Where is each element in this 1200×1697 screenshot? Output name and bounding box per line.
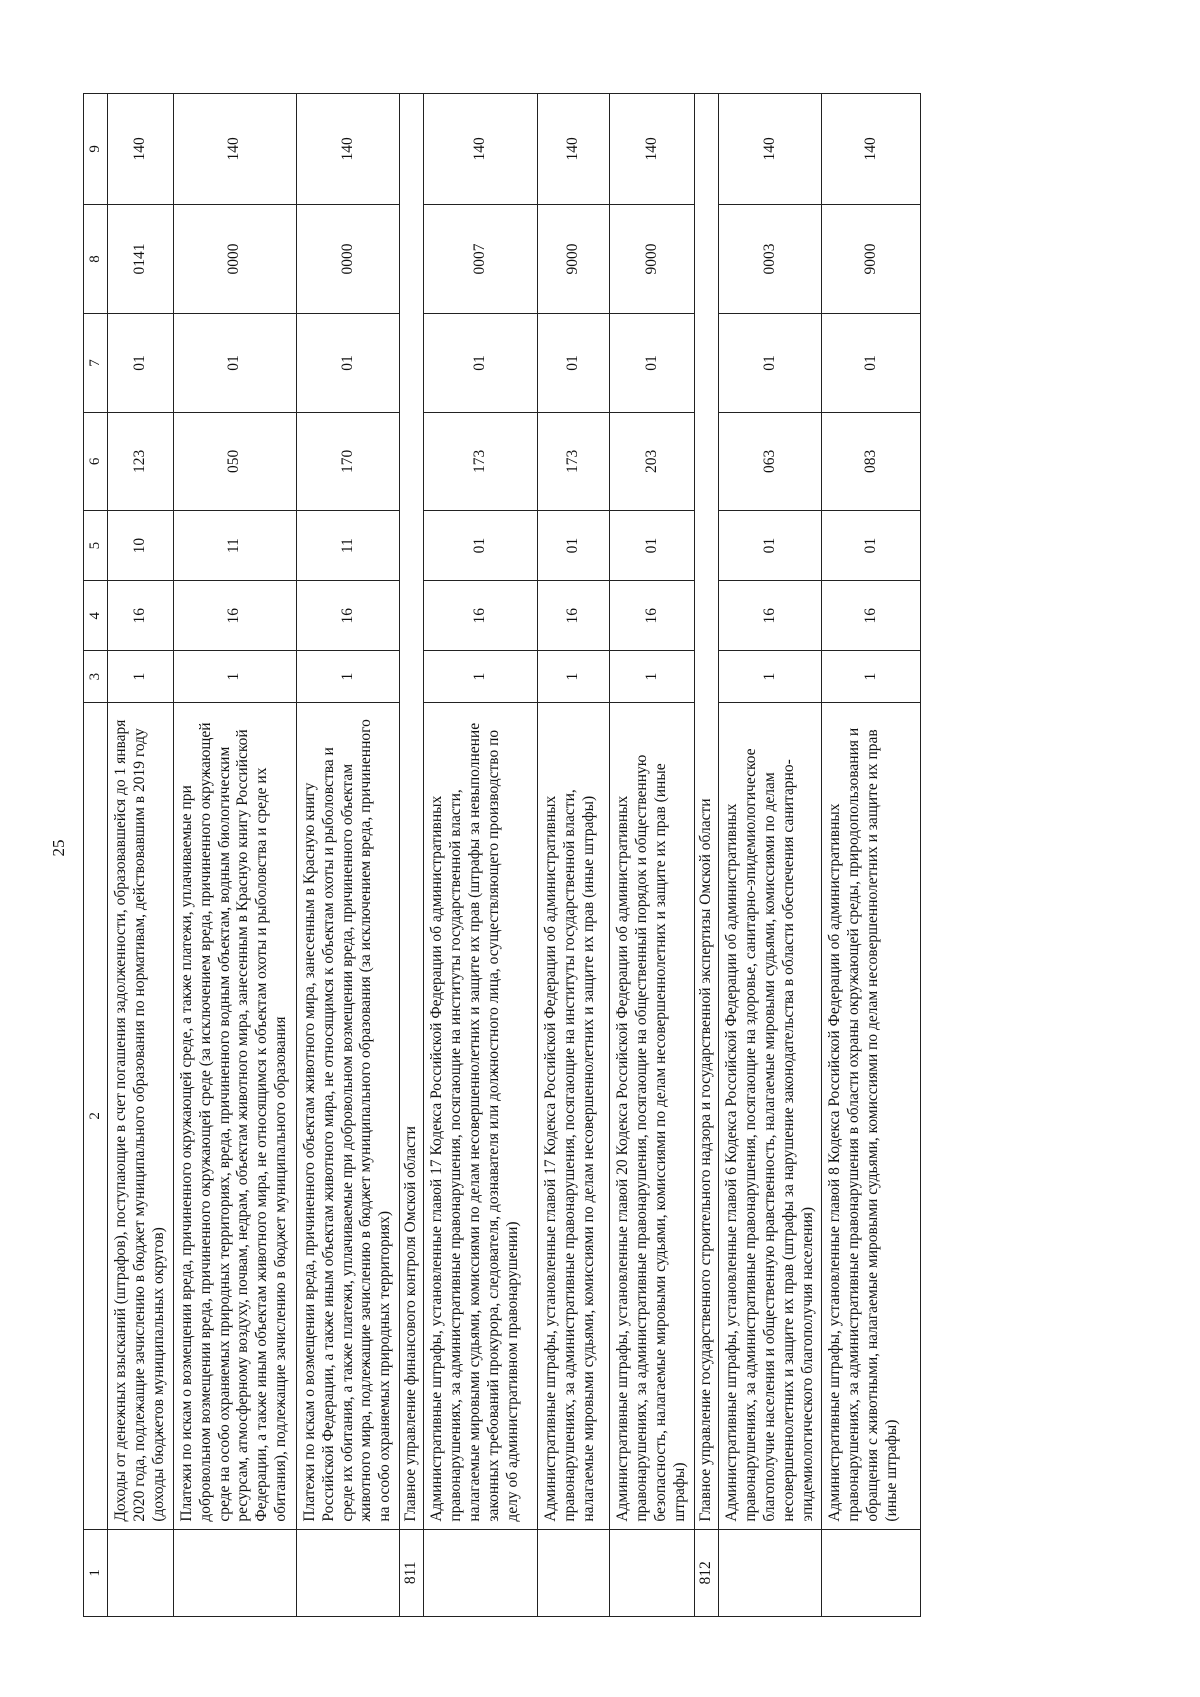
code-subarticle-cell: 203 (610, 412, 695, 510)
table-row (173, 94, 296, 1617)
description-cell: Административные штрафы, установленные главой 6 Кодекса Российской Федерации об административных правонарушениях, за административные правонарушения, посягающие на здоровье, санитарно-эпидемиологическое благополучие населения и общественную нравственность, налагаемые мировыми судьями, комиссиями по делам несовершеннолетних и защите их прав (штрафы за нарушение законодательства в области обеспечения санитарно-эпидемиологического благополучия населения) (718, 702, 822, 1529)
table-row (538, 94, 610, 1617)
code-subgroup-cell: 16 (173, 581, 296, 651)
header-cell: 3 (84, 651, 108, 703)
code-article-cell: 01 (718, 511, 822, 581)
department-name: Главное управление государственного строительного надзора и государственной экспертизы Омской области (694, 94, 718, 1530)
code-group-cell: 1 (424, 651, 538, 703)
code-subgroup-cell: 16 (424, 581, 538, 651)
code-subgroup-cell: 16 (296, 581, 400, 651)
code-subgroup-cell: 16 (108, 581, 174, 651)
code-group-cell: 1 (718, 651, 822, 703)
table-row (108, 94, 174, 1617)
code-program-cell: 0141 (108, 204, 174, 313)
table-row (424, 94, 538, 1617)
table-row (610, 94, 695, 1617)
code-group-cell: 1 (108, 651, 174, 703)
admin-code-cell (173, 1529, 296, 1616)
code-subarticle-cell: 123 (108, 412, 174, 510)
code-program-cell: 0007 (424, 204, 538, 313)
admin-code-cell (718, 1529, 822, 1616)
table-row (718, 94, 822, 1617)
code-economic-cell: 140 (108, 94, 174, 205)
code-group-cell: 1 (173, 651, 296, 703)
code-economic-cell: 140 (822, 94, 921, 205)
description-cell: Платежи по искам о возмещении вреда, причиненного окружающей среде, а также платежи, уплачиваемые при добровольном возмещении вреда, причиненного окружающей среде (за исключением вреда, причиненного окружающей среде на особо охраняемых природных территориях, вреда, причиненного водным объектам, водным биологическим ресурсам, атмосферному воздуху, почвам, недрам, объектам животного мира, занесенным в Красную книгу Российской Федерации, а также иным объектам животного мира, не относящимся к объектам охоты и рыболовства и среде их обитания), подлежащие зачислению в бюджет муниципального образования (173, 702, 296, 1529)
code-program-cell: 9000 (610, 204, 695, 313)
code-subarticle-cell: 170 (296, 412, 400, 510)
code-subarticle-cell: 063 (718, 412, 822, 510)
code-article-cell: 11 (173, 511, 296, 581)
code-program-cell: 9000 (822, 204, 921, 313)
admin-code-cell (822, 1529, 921, 1616)
revenue-codes-table (83, 93, 921, 1617)
description-cell: Доходы от денежных взысканий (штрафов), поступающие в счет погашения задолженности, образовавшейся до 1 января 2020 года, подлежащие зачислению в бюджет муниципального образования по нормативам, действовавшим в 2019 году (доходы бюджетов муниципальных округов) (108, 702, 174, 1529)
header-cell: 8 (84, 204, 108, 313)
admin-code-cell: 812 (694, 1529, 718, 1616)
code-element-cell: 01 (424, 314, 538, 412)
header-cell: 7 (84, 314, 108, 412)
table-header-row (84, 94, 108, 1617)
code-economic-cell: 140 (538, 94, 610, 205)
code-group-cell: 1 (296, 651, 400, 703)
code-group-cell: 1 (822, 651, 921, 703)
code-program-cell: 0003 (718, 204, 822, 313)
code-economic-cell: 140 (296, 94, 400, 205)
description-cell: Административные штрафы, установленные главой 20 Кодекса Российской Федерации об административных правонарушениях, за административные правонарушения, посягающие на общественный порядок и общественную безопасность, налагаемые мировыми судьями, комиссиями по делам несовершеннолетних и защите их прав (иные штрафы) (610, 702, 695, 1529)
code-subgroup-cell: 16 (610, 581, 695, 651)
code-group-cell: 1 (538, 651, 610, 703)
table-row (296, 94, 400, 1617)
code-article-cell: 10 (108, 511, 174, 581)
code-economic-cell: 140 (610, 94, 695, 205)
header-cell: 5 (84, 511, 108, 581)
code-element-cell: 01 (108, 314, 174, 412)
table-row (822, 94, 921, 1617)
code-element-cell: 01 (822, 314, 921, 412)
header-cell: 2 (84, 702, 108, 1529)
code-group-cell: 1 (610, 651, 695, 703)
code-article-cell: 01 (538, 511, 610, 581)
department-name: Главное управление финансового контроля Омской области (400, 94, 424, 1530)
description-cell: Платежи по искам о возмещении вреда, причиненного объектам животного мира, занесенным в Красную книгу Российской Федерации, а также иным объектам животного мира, не относящимся к объектам охоты и рыболовства и среде их обитания, а также платежи, уплачиваемые при добровольном возмещении вреда, причиненного объектам животного мира, подлежащие зачислению в бюджет муниципального образования (за исключением вреда, причиненного на особо охраняемых природных территориях) (296, 702, 400, 1529)
code-element-cell: 01 (173, 314, 296, 412)
code-subarticle-cell: 083 (822, 412, 921, 510)
code-subarticle-cell: 050 (173, 412, 296, 510)
header-cell: 9 (84, 94, 108, 205)
admin-code-cell (296, 1529, 400, 1616)
department-row (694, 94, 718, 1617)
code-subgroup-cell: 16 (538, 581, 610, 651)
code-program-cell: 0000 (296, 204, 400, 313)
header-cell: 6 (84, 412, 108, 510)
code-article-cell: 01 (424, 511, 538, 581)
admin-code-cell: 811 (400, 1529, 424, 1616)
code-subarticle-cell: 173 (538, 412, 610, 510)
code-program-cell: 0000 (173, 204, 296, 313)
description-cell: Административные штрафы, установленные главой 17 Кодекса Российской Федерации об административных правонарушениях, за административные правонарушения, посягающие на институты государственной власти, налагаемые мировыми судьями, комиссиями по делам несовершеннолетних и защите их прав (иные штрафы) (538, 702, 610, 1529)
code-economic-cell: 140 (173, 94, 296, 205)
code-article-cell: 11 (296, 511, 400, 581)
header-cell: 4 (84, 581, 108, 651)
admin-code-cell (424, 1529, 538, 1616)
code-element-cell: 01 (296, 314, 400, 412)
code-article-cell: 01 (822, 511, 921, 581)
header-cell: 1 (84, 1529, 108, 1616)
code-element-cell: 01 (538, 314, 610, 412)
admin-code-cell (610, 1529, 695, 1616)
code-economic-cell: 140 (424, 94, 538, 205)
code-subarticle-cell: 173 (424, 412, 538, 510)
code-article-cell: 01 (610, 511, 695, 581)
description-cell: Административные штрафы, установленные главой 8 Кодекса Российской Федерации об административных правонарушениях, за административные правонарушения в области охраны окружающей среды, природопользования и обращения с животными, налагаемые мировыми судьями, комиссиями по делам несовершеннолетних и защите их прав (иные штрафы) (822, 702, 921, 1529)
page-number: 25 (49, 839, 68, 857)
code-economic-cell: 140 (718, 94, 822, 205)
admin-code-cell (108, 1529, 174, 1616)
department-row (400, 94, 424, 1617)
code-element-cell: 01 (718, 314, 822, 412)
code-element-cell: 01 (610, 314, 695, 412)
code-subgroup-cell: 16 (718, 581, 822, 651)
admin-code-cell (538, 1529, 610, 1616)
code-subgroup-cell: 16 (822, 581, 921, 651)
code-program-cell: 9000 (538, 204, 610, 313)
description-cell: Административные штрафы, установленные главой 17 Кодекса Российской Федерации об административных правонарушениях, за административные правонарушения, посягающие на институты государственной власти, налагаемые мировыми судьями, комиссиями по делам несовершеннолетних и защите их прав (штрафы за невыполнение законных требований прокурора, следователя, дознавателя или должностного лица, осуществляющего производство по делу об административном правонарушении) (424, 702, 538, 1529)
